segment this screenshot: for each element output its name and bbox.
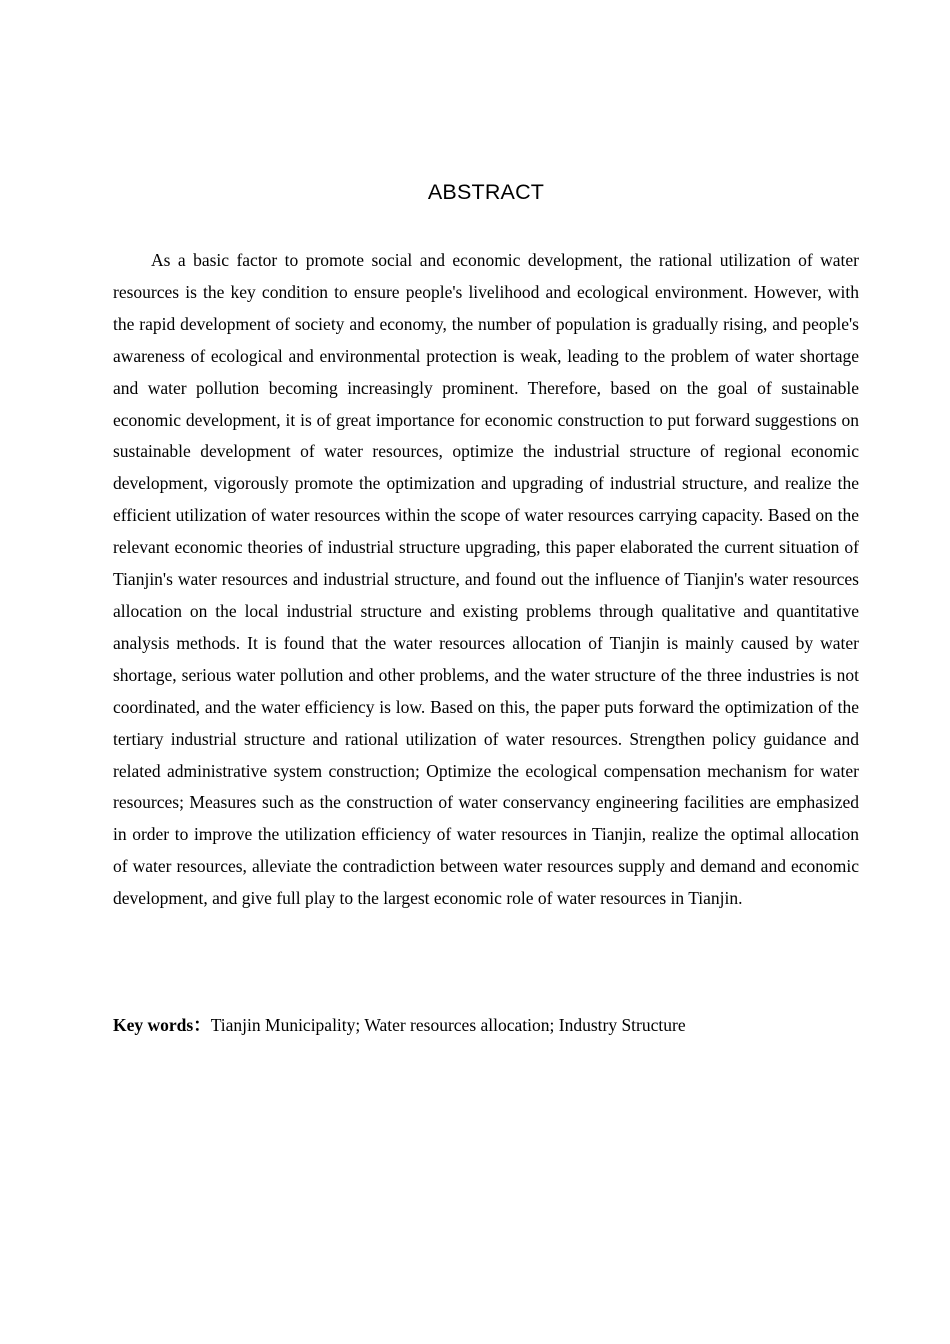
keywords-line [113,1010,859,1042]
abstract-body: As a basic factor to promote social and economic development, the rational utilization of water resources is the key condition to ensure people's livelihood and ecological environment. However, with the rapid development of society and economy, the number of population is gradually rising, and people's awareness of ecological and environmental protection is weak, leading to the problem of water shortage and water pollution becoming increasingly prominent. Therefore, based on the goal of sustainable economic development, it is of great importance for economic construction to put forward suggestions on sustainable development of water resources, optimize the industrial structure of regional economic development, vigorously promote the optimization and upgrading of industrial structure, and realize the efficient utilization of water resources within the scope of water resources carrying capacity. Based on the relevant economic theories of industrial structure upgrading, this paper elaborated the current situation of Tianjin's water resources and industrial structure, and found out the influence of Tianjin's water resources allocation on the local industrial structure and existing problems through qualitative and quantitative analysis methods. It is found that the water resources allocation of Tianjin is mainly caused by water shortage, serious water pollution and other problems, and the water structure of the three industries is not coordinated, and the water efficiency is low. Based on this, the paper puts forward the optimization of the tertiary industrial structure and rational utilization of water resources. Strengthen policy guidance and related administrative system construction; Optimize the ecological compensation mechanism for water resources; Measures such as the construction of water conservancy engineering facilities are emphasized in order to improve the utilization efficiency of water resources in Tianjin, realize the optimal allocation of water resources, alleviate the contradiction between water resources supply and demand and economic development, and give full play to the largest economic role of water resources in Tianjin. [113,250,859,909]
keywords-label: Key words： [113,1015,211,1035]
keywords-value: Tianjin Municipality; Water resources allocation; Industry Structure [210,1015,686,1035]
abstract-title: ABSTRACT [427,180,545,204]
